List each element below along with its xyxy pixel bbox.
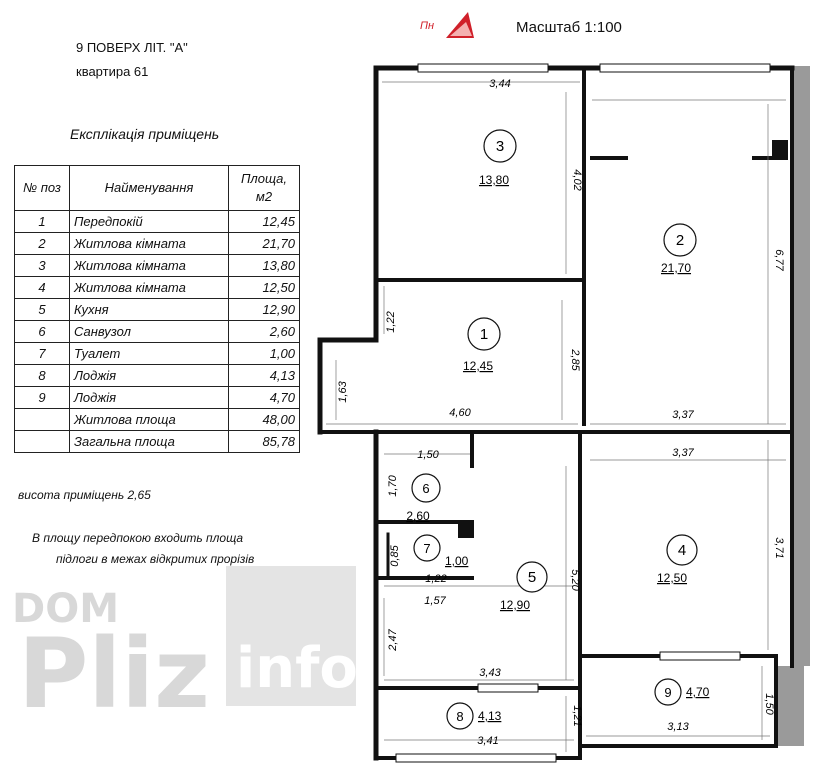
dimension-label: 5,20 xyxy=(569,569,581,591)
dimension-label: 4,02 xyxy=(571,169,583,191)
row-area: 12,90 xyxy=(229,299,300,321)
dimension-label: 1,50 xyxy=(763,693,775,715)
room-area: 21,70 xyxy=(660,261,692,275)
row-number: 1 xyxy=(15,211,70,233)
row-name: Житлова кімната xyxy=(70,277,229,299)
room-area: 12,50 xyxy=(656,571,688,585)
dimension-label: 3,44 xyxy=(489,78,511,90)
dimension-label: 1,70 xyxy=(387,475,399,497)
dimension-label: 1,22 xyxy=(385,311,397,333)
hallway-note-line1: В площу передпокою входить площа xyxy=(32,531,244,545)
watermark-dom: DOM xyxy=(12,586,120,632)
room-area: 12,45 xyxy=(462,359,494,373)
row-name: Лоджія xyxy=(70,387,229,409)
room-area: 13,80 xyxy=(478,173,510,187)
hallway-note-line2: підлоги в межах відкритих прорізів xyxy=(56,552,255,566)
row-name: Житлова кімната xyxy=(70,233,229,255)
dimension-label: 1,63 xyxy=(337,381,349,403)
watermark-pliz: Pliz xyxy=(18,618,211,730)
dimension-label: 3,41 xyxy=(477,735,499,747)
row-number: 3 xyxy=(15,255,70,277)
dimension-label: 0,85 xyxy=(389,545,401,567)
row-number: 6 xyxy=(15,321,70,343)
dimension-label: 3,37 xyxy=(672,409,694,421)
row-area: 21,70 xyxy=(229,233,300,255)
row-name: Санвузол xyxy=(70,321,229,343)
height-note: висота приміщень 2,65 xyxy=(18,488,151,502)
dimension-label: 1,22 xyxy=(425,573,447,585)
row-number: 5 xyxy=(15,299,70,321)
row-name: Житлова кімната xyxy=(70,255,229,277)
col-area: Площа, м2 xyxy=(229,166,300,211)
explication-title: Експлікація приміщень xyxy=(70,126,220,142)
room-number: 6 xyxy=(422,481,430,496)
dimension-label: 2,85 xyxy=(569,349,581,371)
dimension-label: 3,71 xyxy=(773,537,785,559)
room-number: 2 xyxy=(675,232,685,249)
dimension-label: 2,47 xyxy=(387,629,399,651)
dimension-label: 1,57 xyxy=(424,595,446,607)
column xyxy=(772,140,788,160)
dimension-label: 3,43 xyxy=(479,667,501,679)
row-name: Житлова площа xyxy=(70,409,229,431)
dimension-label: 1,50 xyxy=(417,449,439,461)
room-area: 2,60 xyxy=(406,509,430,523)
room-area: 12,90 xyxy=(499,598,531,612)
row-name: Туалет xyxy=(70,343,229,365)
scale-label: Масштаб 1:100 xyxy=(516,19,622,36)
row-area: 85,78 xyxy=(229,431,300,453)
shaft xyxy=(458,520,474,538)
room-number: 3 xyxy=(495,138,505,155)
row-area: 2,60 xyxy=(229,321,300,343)
row-number: 2 xyxy=(15,233,70,255)
row-area: 12,50 xyxy=(229,277,300,299)
row-area: 48,00 xyxy=(229,409,300,431)
row-number: 4 xyxy=(15,277,70,299)
dimension-label: 4,60 xyxy=(449,407,471,419)
dimension-label: 3,13 xyxy=(667,721,689,733)
col-name: Найменування xyxy=(70,166,229,211)
room-number: 9 xyxy=(664,685,672,700)
row-name: Кухня xyxy=(70,299,229,321)
room-area: 1,00 xyxy=(445,554,469,568)
row-area: 4,70 xyxy=(229,387,300,409)
room-number: 8 xyxy=(456,709,464,724)
row-area: 1,00 xyxy=(229,343,300,365)
row-name: Передпокій xyxy=(70,211,229,233)
row-area: 13,80 xyxy=(229,255,300,277)
dimension-label: 1,21 xyxy=(571,705,583,727)
col-number: № поз xyxy=(15,166,70,211)
outer-wall xyxy=(792,66,810,666)
watermark-info: info xyxy=(236,636,358,701)
room-area: 4,70 xyxy=(686,685,710,699)
dimension-label: 6,77 xyxy=(773,249,785,271)
row-name: Загальна площа xyxy=(70,431,229,453)
dimension-label: 3,37 xyxy=(672,447,694,459)
row-number: 7 xyxy=(15,343,70,365)
room-number: 7 xyxy=(423,541,431,556)
room-number: 4 xyxy=(677,542,687,559)
outer-wall-lower xyxy=(776,666,804,746)
row-number: 9 xyxy=(15,387,70,409)
row-area: 4,13 xyxy=(229,365,300,387)
room-area: 4,13 xyxy=(478,709,502,723)
row-name: Лоджія xyxy=(70,365,229,387)
room-number: 1 xyxy=(479,326,489,343)
room-number: 5 xyxy=(527,569,537,586)
apartment-label: квартира 61 xyxy=(76,64,149,79)
floor-label: 9 ПОВЕРХ ЛІТ. "А" xyxy=(76,40,188,55)
north-label: Пн xyxy=(420,20,435,32)
row-number: 8 xyxy=(15,365,70,387)
row-area: 12,45 xyxy=(229,211,300,233)
